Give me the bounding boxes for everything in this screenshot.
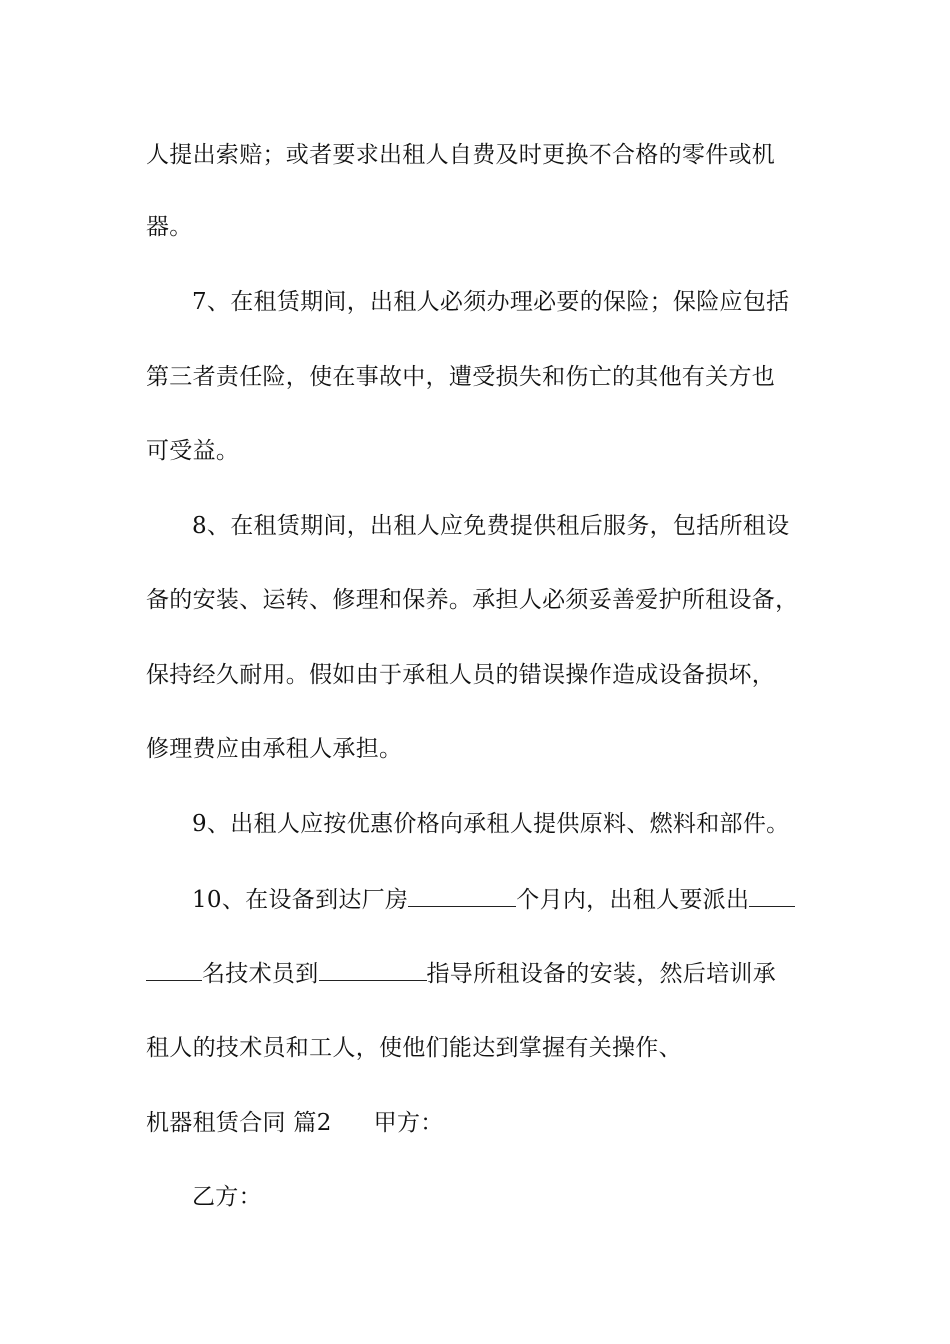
clause-8-line-2: 备的安装、运转、修理和保养。承担人必须妥善爱护所租设备， (146, 587, 799, 613)
fill-blank-count-start (749, 884, 795, 907)
clause-9-line-1: 9、出租人应按优惠价格向承租人提供原料、燃料和部件。 (192, 811, 790, 837)
text-line-1: 人提出索赔；或者要求出租人自费及时更换不合格的零件或机 (146, 142, 776, 168)
clause-7-line-3: 可受益。 (146, 438, 240, 464)
clause-8-line-1: 8、在租赁期间，出租人应免费提供租后服务，包括所租设 (192, 513, 790, 539)
clause-10-text-d: 指导所租设备的安装，然后培训承 (426, 961, 776, 987)
clause-7-line-2: 第三者责任险，使在事故中，遭受损失和伤亡的其他有关方也 (146, 364, 776, 390)
fill-blank-months (408, 884, 516, 907)
section-title: 机器租赁合同 篇2 (146, 1110, 332, 1136)
section-heading-line (146, 1108, 444, 1138)
fill-blank-location (319, 958, 427, 981)
clause-10-text-c: 名技术员到 (202, 961, 319, 987)
party-b-label: 乙方： (192, 1184, 262, 1210)
clause-7-line-1: 7、在租赁期间，出租人必须办理必要的保险；保险应包括 (192, 289, 790, 315)
clause-10-text-a: 10、在设备到达厂房 (192, 887, 409, 913)
party-a-label: 甲方： (373, 1110, 444, 1136)
fill-blank-count-end (146, 958, 202, 981)
clause-10-text-b: 个月内，出租人要派出 (516, 887, 750, 913)
text-line-2: 器。 (146, 214, 193, 240)
clause-10-line-1 (192, 884, 795, 915)
clause-8-line-3: 保持经久耐用。假如由于承租人员的错误操作造成设备损坏， (146, 662, 776, 688)
clause-10-line-2 (146, 958, 776, 989)
clause-10-line-3: 租人的技术员和工人，使他们能达到掌握有关操作、 (146, 1035, 682, 1061)
clause-8-line-4: 修理费应由承租人承担。 (146, 736, 403, 762)
